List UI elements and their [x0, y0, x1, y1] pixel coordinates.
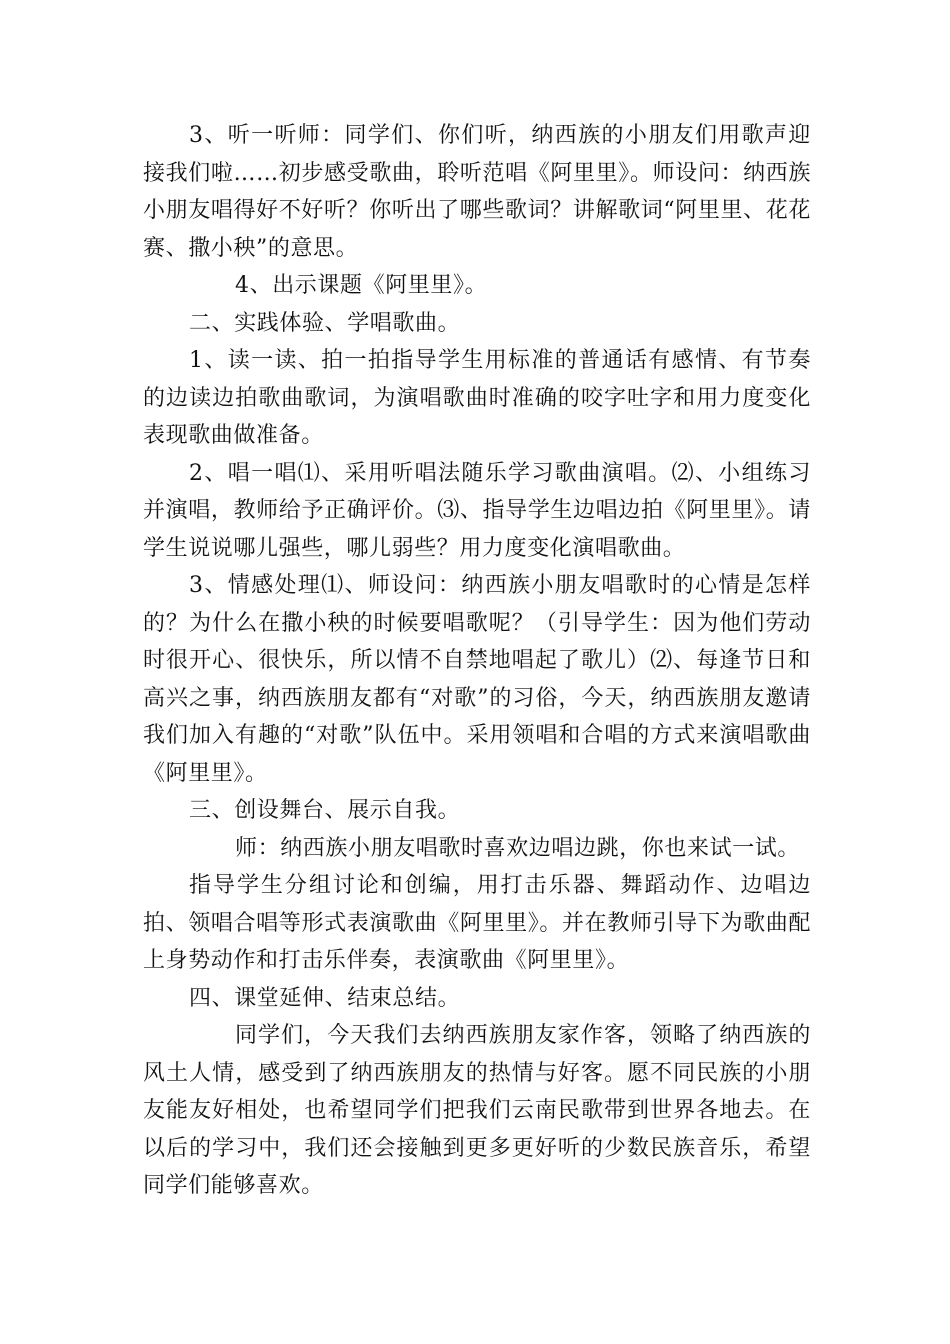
section-heading-stage: 三、创设舞台、展示自我。: [189, 798, 461, 823]
paragraph-group-perform: 指导学生分组讨论和创编，用打击乐器、舞蹈动作、边唱边拍、领唱合唱等形式表演歌曲《阿里里》。并在教师引导下为歌曲配上身势动作和打击乐伴奏，表演歌曲《阿里里》。: [143, 873, 811, 973]
paragraph-sing: 2、唱一唱⑴、采用听唱法随乐学习歌曲演唱。⑵、小组练习并演唱，教师给予正确评价。⑶、指导学生边唱边拍《阿里里》。请学生说说哪儿强些，哪儿弱些？用力度变化演唱歌曲。: [143, 460, 811, 561]
section-heading-practice: 二、实践体验、学唱歌曲。: [189, 310, 461, 336]
paragraph-emotion: 3、情感处理⑴、师设问：纳西族小朋友唱歌时的心情是怎样的？为什么在撒小秧的时候要唱歌呢？（引导学生：因为他们劳动时很开心、很快乐，所以情不自禁地唱起了歌儿）⑵、每逢节日和高兴之事，纳西族朋友都有“对歌”的习俗，今天，纳西族朋友邀请我们加入有趣的“对歌”队伍中。采用领唱和合唱的方式来演唱歌曲《阿里里》。: [143, 573, 811, 786]
paragraph-teacher-dance: 师：纳西族小朋友唱歌时喜欢边唱边跳，你也来试一试。: [235, 835, 801, 861]
paragraph-show-title: 4、出示课题《阿里里》。: [235, 273, 488, 298]
paragraph-read-clap: 1、读一读、拍一拍指导学生用标准的普通话有感情、有节奏的边读边拍歌曲歌词，为演唱歌曲时准确的咬字吐字和用力度变化表现歌曲做准备。: [143, 348, 811, 448]
document-body: [143, 117, 811, 1205]
paragraph-closing: 同学们，今天我们去纳西族朋友家作客，领略了纳西族的风土人情，感受到了纳西族朋友的热情与好客。愿不同民族的小朋友能友好相处，也希望同学们把我们云南民歌带到世界各地去。在以后的学习中，我们还会接触到更多更好听的少数民族音乐，希望同学们能够喜欢。: [143, 1023, 811, 1198]
paragraph-listen: 3、听一听师：同学们、你们听，纳西族的小朋友们用歌声迎接我们啦……初步感受歌曲，聆听范唱《阿里里》。师设问：纳西族小朋友唱得好不好听？你听出了哪些歌词？讲解歌词“阿里里、花花赛、撒小秧”的意思。: [143, 123, 811, 261]
section-heading-summary: 四、课堂延伸、结束总结。: [189, 985, 461, 1011]
